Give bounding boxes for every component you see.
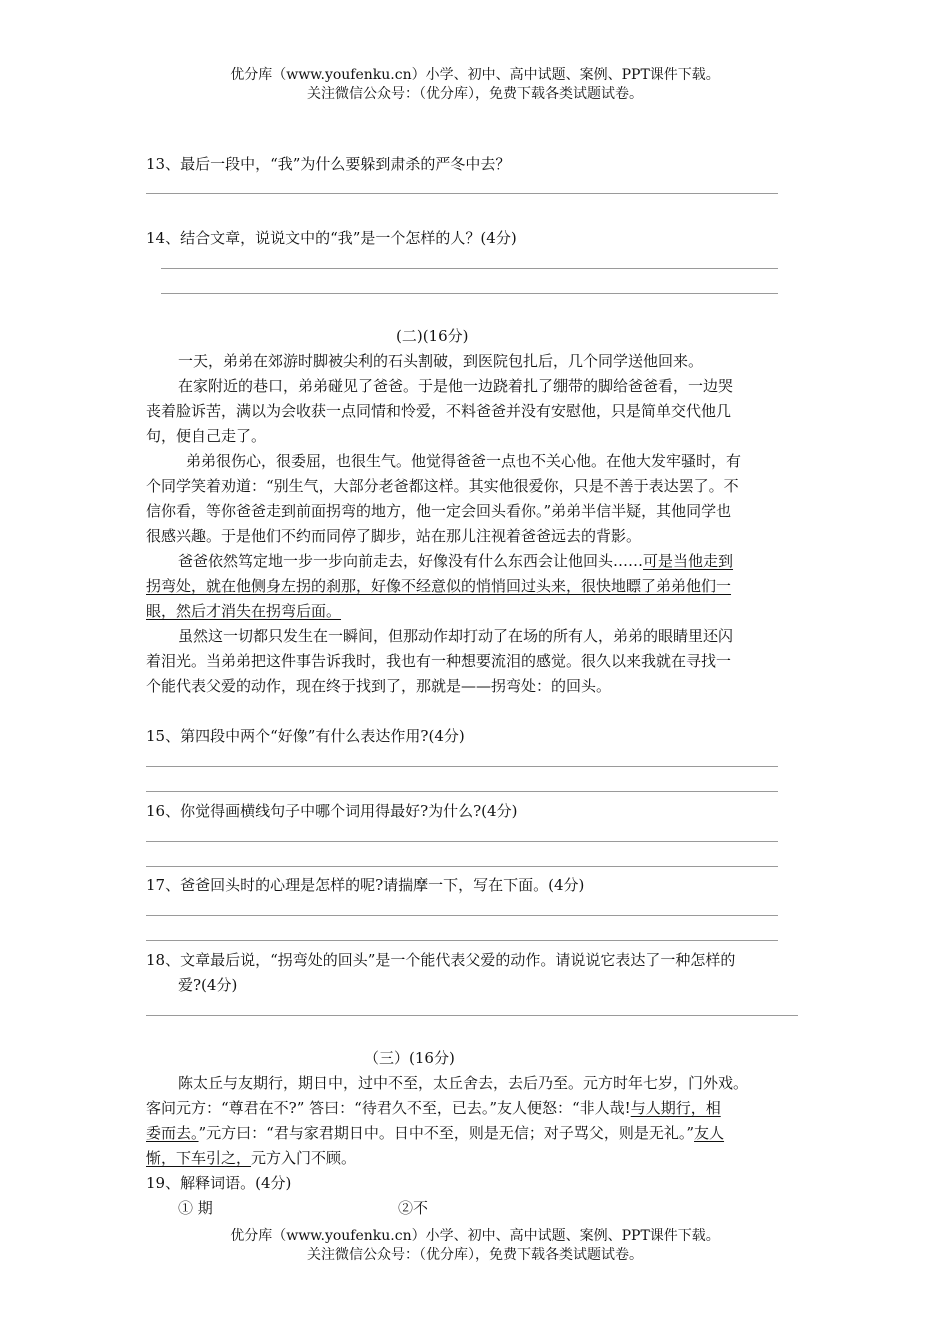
answer-line <box>161 268 778 269</box>
question-19-item-1: ① 期 <box>178 1199 213 1217</box>
underlined-sentence: 可是当他走到 <box>643 552 734 570</box>
answer-line <box>146 841 778 842</box>
underlined-sentence: 友人 <box>694 1124 725 1142</box>
answer-line <box>146 766 778 767</box>
question-18: 18、文章最后说，“拐弯处的回头”是一个能代表父爱的动作。请说说它表达了一种怎样的 <box>146 951 736 969</box>
footer-line-2: 关注微信公众号：（优分库），免费下载各类试题试卷。 <box>307 1247 643 1263</box>
passage-line: 句，便自己走了。 <box>146 427 267 445</box>
answer-line <box>161 293 778 294</box>
question-13: 13、最后一段中，“我”为什么要躲到肃杀的严冬中去？ <box>146 155 511 173</box>
classical-text: 客问元方：“尊君在不?” 答曰：“待君久不至，已去。”友人便怒：“非人哉! <box>146 1099 631 1117</box>
classical-text: 元方入门不顾。 <box>251 1149 357 1167</box>
answer-line <box>146 1015 798 1016</box>
underlined-sentence: 委而去。 <box>146 1124 199 1142</box>
question-17: 17、爸爸回头时的心理是怎样的呢?请揣摩一下，写在下面。(4分) <box>146 876 585 894</box>
question-19-item-2: ②不 <box>398 1199 429 1217</box>
passage-text: 爸爸依然笃定地一步一步向前走去，好像没有什么东西会让他回头…… <box>178 552 644 570</box>
passage-line: 丧着脸诉苦，满以为会收获一点同情和怜爱，不料爸爸并没有安慰他，只是简单交代他几 <box>146 402 732 420</box>
classical-text-line <box>146 1098 721 1118</box>
passage-line: 虽然这一切都只发生在一瞬间，但那动作却打动了在场的所有人，弟弟的眼睛里还闪 <box>178 627 734 645</box>
answer-line <box>146 791 778 792</box>
header-line-1: 优分库（www.youfenku.cn）小学、初中、高中试题、案例、PPT课件下载。 <box>230 67 720 83</box>
underlined-sentence: 惭，下车引之， <box>146 1149 252 1167</box>
classical-text-line: 陈太丘与友期行，期日中，过中不至，太丘舍去，去后乃至。元方时年七岁，门外戏。 <box>178 1074 749 1092</box>
classical-text-line <box>146 1123 724 1143</box>
answer-line <box>146 866 778 867</box>
passage-line: 弟弟很伤心，很委屈，也很生气。他觉得爸爸一点也不关心他。在他大发牢骚时，有 <box>186 452 742 470</box>
passage-paragraph: 一天，弟弟在郊游时脚被尖利的石头割破，到医院包扎后，几个同学送他回来。 <box>178 352 704 370</box>
question-18-continued: 爱?(4分) <box>178 976 238 994</box>
page-footer <box>0 1227 950 1265</box>
answer-line <box>146 915 778 916</box>
question-14: 14、结合文章，说说文中的“我”是一个怎样的人？(4分) <box>146 229 517 247</box>
answer-line <box>146 940 778 941</box>
passage-line: 个能代表父爱的动作，现在终于找到了，那就是——拐弯处：的回头。 <box>146 677 612 695</box>
classical-text-line <box>146 1148 356 1168</box>
passage-line: 在家附近的巷口，弟弟碰见了爸爸。于是他一边跷着扎了绷带的脚给爸爸看，一边哭 <box>178 377 734 395</box>
section-2-title: (二)(16分) <box>396 327 469 345</box>
passage-line: 着泪光。当弟弟把这件事告诉我时，我也有一种想要流泪的感觉。很久以来我就在寻找一 <box>146 652 732 670</box>
header-line-2: 关注微信公众号：（优分库），免费下载各类试题试卷。 <box>307 86 643 102</box>
answer-line <box>146 193 778 194</box>
underlined-sentence: 眼，然后才消失在拐弯后面。 <box>146 602 342 620</box>
passage-line: 信你看，等你爸爸走到前面拐弯的地方，他一定会回头看你。”弟弟半信半疑，其他同学也 <box>146 502 732 520</box>
section-3-title: （三）(16分) <box>364 1049 455 1067</box>
passage-line: 很感兴趣。于是他们不约而同停了脚步，站在那儿注视着爸爸远去的背影。 <box>146 527 642 545</box>
footer-line-1: 优分库（www.youfenku.cn）小学、初中、高中试题、案例、PPT课件下载。 <box>230 1228 720 1244</box>
question-16: 16、你觉得画横线句子中哪个词用得最好?为什么?(4分) <box>146 802 518 820</box>
underlined-sentence: 拐弯处，就在他侧身左拐的刹那，好像不经意似的悄悄回过头来，很快地瞟了弟弟他们一 <box>146 577 732 595</box>
page-header <box>0 66 950 104</box>
passage-line: 个同学笑着劝道：“别生气，大部分老爸都这样。其实他很爱你，只是不善于表达罢了。不 <box>146 477 739 495</box>
underlined-sentence: 与人期行，相 <box>630 1099 721 1117</box>
question-19: 19、解释词语。(4分) <box>146 1174 292 1192</box>
passage-line <box>178 551 733 571</box>
classical-text: ”元方曰：“君与家君期日中。日中不至，则是无信；对子骂父，则是无礼。” <box>198 1124 695 1142</box>
question-15: 15、第四段中两个“好像”有什么表达作用?(4分) <box>146 727 465 745</box>
